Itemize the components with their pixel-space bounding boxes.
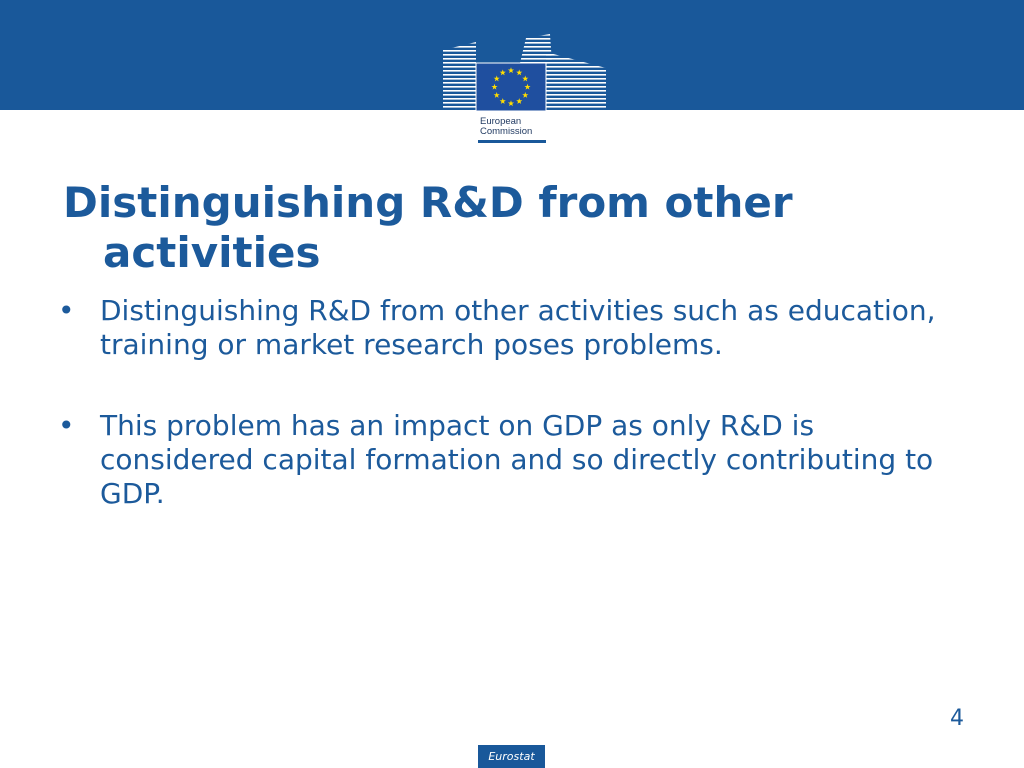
logo-text-commission: Commission: [480, 126, 533, 137]
building-left-wing: [443, 42, 476, 111]
bullet-list: [0, 294, 1024, 558]
bullet-text-line: This problem has an impact on GDP as only R&D is: [100, 409, 815, 442]
page-number: 4: [950, 706, 964, 731]
footer-eurostat-label: Eurostat: [478, 745, 545, 768]
bullet-text-line: Distinguishing R&D from other activities such as education,: [100, 294, 936, 327]
eu-flag-icon: [476, 63, 546, 111]
slide-title: [63, 178, 963, 278]
logo-underline: [478, 140, 546, 143]
slide-title-line-2: activities: [103, 228, 321, 277]
bullet-text-line: training or market research poses problems.: [100, 328, 723, 361]
building-right-wing: [546, 52, 606, 111]
bullet-text-line: GDP.: [100, 477, 165, 510]
slide-title-line-1: Distinguishing R&D from other: [63, 178, 793, 227]
bullet-text-line: considered capital formation and so directly contributing to: [100, 443, 934, 476]
bullet-item: [0, 294, 1024, 362]
logo-text-european: European: [480, 116, 522, 127]
bullet-item: [0, 409, 1024, 511]
bullet-text: [0, 294, 1024, 362]
bullet-dot-icon: •: [58, 409, 75, 442]
bullet-dot-icon: •: [58, 294, 75, 327]
bullet-text: [0, 409, 1024, 511]
european-commission-logo: [440, 30, 612, 146]
